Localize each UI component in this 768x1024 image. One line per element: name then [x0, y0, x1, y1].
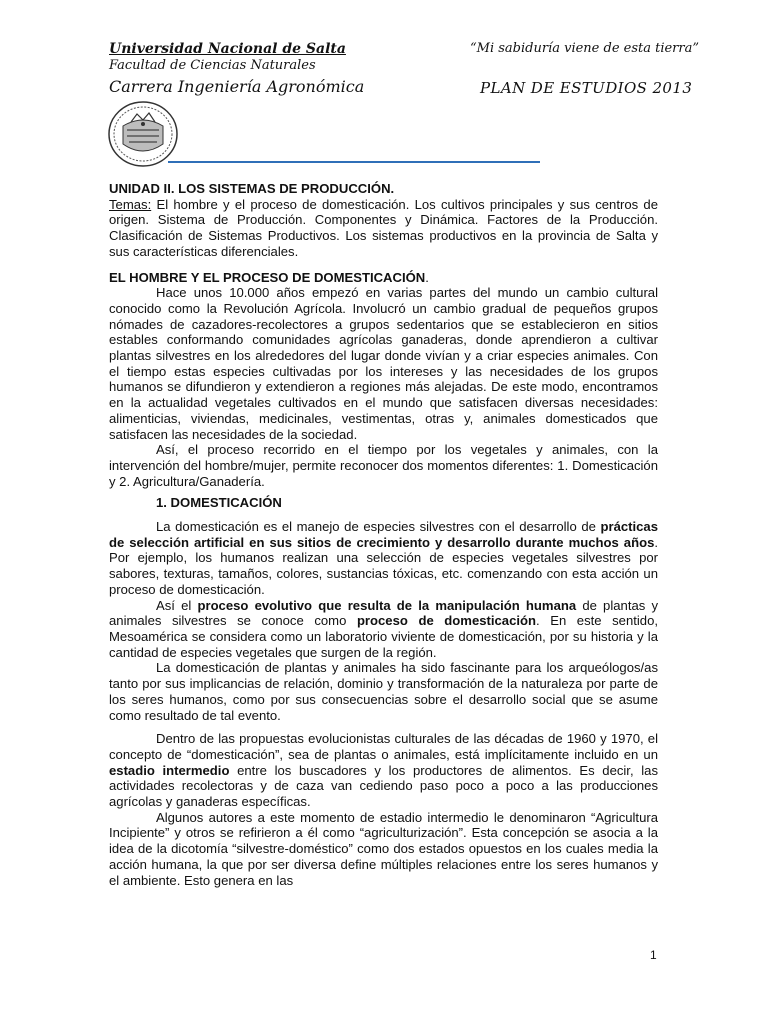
- section-heading: EL HOMBRE Y EL PROCESO DE DOMESTICACIÓN.: [109, 269, 429, 285]
- paragraph: La domesticación de plantas y animales ha sido fascinante para los arqueólogos/as tanto por sus implicancias de relación, dominio y transformación de la naturaleza por parte de los seres humanos, como por sus consecuencias sobre el desarrollo social que se asume como resultado de tal evento.: [109, 660, 658, 723]
- university-seal-icon: [107, 100, 179, 168]
- header-divider: [168, 161, 540, 163]
- faculty-name: Facultad de Ciencias Naturales: [109, 58, 316, 73]
- unit-title: UNIDAD II. LOS SISTEMAS DE PRODUCCIÓN.: [109, 181, 395, 196]
- paragraph: Algunos autores a este momento de estadio intermedio le denominaron “Agricultura Incipiente” y otros se refirieron a él como “agriculturización”. Esta concepción se asocia a la idea de la dicotomía “silvestre-doméstico” como dos estados opuestos en los cuales media la acción humana, la que por ser diversa define múltiples relaciones entre los seres humanos y el ambiente. Esto genera en las: [109, 809, 658, 888]
- plan-label: PLAN DE ESTUDIOS 2013: [480, 79, 693, 97]
- university-motto: “Mi sabiduría viene de esta tierra”: [470, 41, 700, 56]
- paragraph: La domesticación es el manejo de especies silvestres con el desarrollo de prácticas de selección artificial en sus sitios de crecimiento y desarrollo durante muchos años. Por ejemplo, los humanos realizan una selección de especies vegetales silvestres por sabores, texturas, tamaños, colores, sustancias tóxicas, etc. comenzando con esta acción un proceso de domesticación.: [109, 519, 658, 597]
- career-name: Carrera Ingeniería Agronómica: [109, 77, 365, 96]
- topics-label: Temas:: [109, 196, 152, 212]
- paragraph: Dentro de las propuestas evolucionistas culturales de las décadas de 1960 y 1970, el concepto de “domesticación”, sea de plantas o animales, está implícitamente incluido en un estadio intermedio entre los buscadores y los productores de alimentos. Es decir, las actividades recolectoras y de caza van cediendo paso poco a poco a las producciones agrícolas y ganaderas específicas.: [109, 731, 658, 810]
- paragraph: Así el proceso evolutivo que resulta de la manipulación humana de plantas y animales silvestres se conoce como proceso de domesticación. En este sentido, Mesoamérica se considera como un laboratorio viviente de domesticación, por su historia y la cantidad de especies vegetales que surgen de la región.: [109, 597, 659, 660]
- university-name: Universidad Nacional de Salta: [109, 41, 346, 57]
- paragraph: Así, el proceso recorrido en el tiempo por los vegetales y animales, con la intervención del hombre/mujer, permite reconocer dos momentos diferentes: 1. Domesticación y 2. Agricultura/Ganadería.: [109, 442, 658, 489]
- letterhead: [109, 41, 439, 98]
- page-number: 1: [650, 948, 657, 962]
- unit-topics: [109, 197, 658, 260]
- subsection-heading: 1. DOMESTICACIÓN: [156, 495, 282, 511]
- paragraph: Hace unos 10.000 años empezó en varias partes del mundo un cambio cultural conocido como la Revolución Agrícola. Involucró un cambio gradual de pequeños grupos nómades de cazadores-recolectores a grupos sedentarios que se establecieron en sitios estables conformando comunidades agrícolas ganaderas, donde aprendieron a cultivar plantas silvestres en los alrededores del lugar donde vivían y a criar especies animales. Con el tiempo estas especies cultivadas por los intereses y las necesidades de los grupos humanos se difundieron y extendieron a regiones más alejadas. De este modo, encontramos en la actualidad vegetales cultivados en el mundo que satisfacen diversas necesidades: alimenticias, viviendas, medicinales, vestimentas, otras y, animales domesticados que satisfacen las necesidades de la sociedad.: [109, 285, 658, 442]
- document-body: [109, 181, 658, 888]
- topics-text: El hombre y el proceso de domesticación. Los cultivos principales y sus centros de origen. Sistema de Producción. Componentes y Dinámica. Factores de la Producción. Clasificación de Sistemas Productivos. Los sistemas productivos en la provincia de Salta y sus características diferenciales.: [109, 196, 658, 259]
